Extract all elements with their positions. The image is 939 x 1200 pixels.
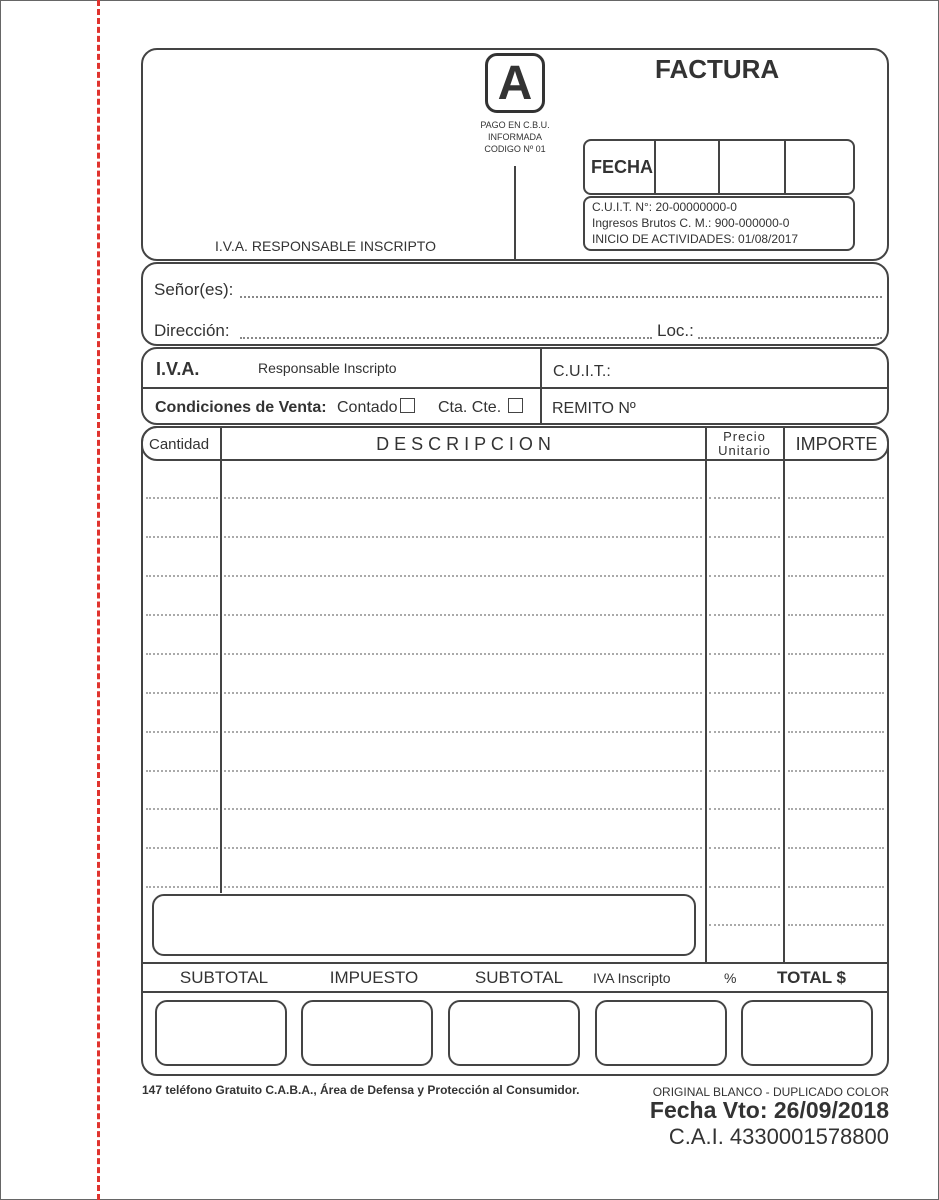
item-row-guide xyxy=(146,614,218,616)
col-header-unitario: Unitario xyxy=(718,443,771,458)
customer-cuit-label: C.U.I.T.: xyxy=(553,363,611,380)
invoice-title: FACTURA xyxy=(655,54,780,84)
item-row-guide xyxy=(224,808,702,810)
perforation-line xyxy=(97,0,100,1200)
client-name-label: Señor(es): xyxy=(154,280,234,299)
conditions-divider-v xyxy=(540,348,542,424)
item-row-guide xyxy=(146,731,218,733)
invoice-type-box xyxy=(485,53,545,113)
item-row-guide xyxy=(224,692,702,694)
client-loc-dots xyxy=(698,337,882,339)
item-row-guide xyxy=(224,575,702,577)
item-row-guide xyxy=(224,847,702,849)
col-div-precio xyxy=(783,427,785,962)
item-row-guide xyxy=(788,614,884,616)
col-header-cantidad: Cantidad xyxy=(149,436,210,453)
consumer-note: 147 teléfono Gratuito C.A.B.A., Área de Defensa y Protección al Consumidor. xyxy=(142,1083,580,1097)
item-row-guide xyxy=(146,770,218,772)
client-loc-label: Loc.: xyxy=(657,321,694,340)
item-row-guide xyxy=(146,886,218,888)
item-row-guide xyxy=(709,886,780,888)
client-address-dots xyxy=(240,337,652,339)
col-header-importe: IMPORTE xyxy=(795,434,878,454)
iva-value: Responsable Inscripto xyxy=(258,360,397,376)
total-label-percent: % xyxy=(724,970,737,986)
total-label-iva: IVA Inscripto xyxy=(593,970,671,986)
item-row-guide xyxy=(709,924,780,926)
total-label-impuesto: IMPUESTO xyxy=(329,968,419,987)
issuer-cuit: C.U.I.T. N°: 20-00000000-0 xyxy=(592,200,737,214)
item-row-guide xyxy=(788,575,884,577)
item-row-guide xyxy=(709,575,780,577)
item-row-guide xyxy=(709,653,780,655)
cta-cte-label: Cta. Cte. xyxy=(438,399,502,416)
item-row-guide xyxy=(146,808,218,810)
item-row-guide xyxy=(788,653,884,655)
total-label-subtotal-2: SUBTOTAL xyxy=(474,968,564,987)
client-name-dots xyxy=(240,296,882,298)
item-row-guide xyxy=(709,692,780,694)
cai-number: C.A.I. 4330001578800 xyxy=(668,1124,889,1149)
item-row-guide xyxy=(146,847,218,849)
issuer-ingresos-brutos: Ingresos Brutos C. M.: 900-000000-0 xyxy=(592,216,790,230)
col-header-precio: Precio xyxy=(723,429,766,444)
item-row-guide xyxy=(146,692,218,694)
item-row-guide xyxy=(788,847,884,849)
totals-top-line xyxy=(143,962,887,964)
col-div-descripcion xyxy=(705,427,707,962)
letter-note-2: INFORMADA xyxy=(488,132,542,142)
item-row-guide xyxy=(224,886,702,888)
date-label: FECHA xyxy=(591,157,653,177)
item-row-guide xyxy=(709,770,780,772)
date-divider-3 xyxy=(784,140,786,194)
total-label-total: TOTAL $ xyxy=(777,968,846,987)
contado-option[interactable] xyxy=(337,398,415,417)
item-row-guide xyxy=(788,808,884,810)
item-row-guide xyxy=(224,653,702,655)
invoice-type-letter: A xyxy=(497,57,533,110)
issuer-inicio-actividades: INICIO DE ACTIVIDADES: 01/08/2017 xyxy=(592,232,799,246)
letter-note-3: CODIGO Nº 01 xyxy=(484,144,546,154)
cta-cte-option[interactable] xyxy=(438,398,523,417)
contado-checkbox[interactable] xyxy=(400,398,415,413)
col-header-descripcion: D E S C R I P C I O N xyxy=(376,434,551,454)
subtotal-1-box[interactable] xyxy=(155,1000,287,1066)
item-row-guide xyxy=(709,847,780,849)
cta-cte-checkbox[interactable] xyxy=(508,398,523,413)
item-row-guide xyxy=(709,497,780,499)
item-row-guide xyxy=(788,536,884,538)
item-row-guide xyxy=(788,497,884,499)
item-row-guide xyxy=(146,653,218,655)
copies-note: ORIGINAL BLANCO - DUPLICADO COLOR xyxy=(652,1085,889,1099)
item-row-guide xyxy=(224,731,702,733)
contado-label: Contado xyxy=(337,399,398,416)
client-box xyxy=(141,262,889,346)
item-row-guide xyxy=(224,770,702,772)
iva-label: I.V.A. xyxy=(156,359,200,379)
header-divider xyxy=(514,166,516,260)
item-row-guide xyxy=(146,497,218,499)
item-row-guide xyxy=(709,614,780,616)
item-row-guide xyxy=(709,808,780,810)
iva-box[interactable] xyxy=(595,1000,727,1066)
item-row-guide xyxy=(224,536,702,538)
totals-mid-line xyxy=(143,991,887,993)
issuer-iva-status: I.V.A. RESPONSABLE INSCRIPTO xyxy=(215,238,436,254)
remito-label: REMITO Nº xyxy=(552,400,636,417)
item-row-guide xyxy=(788,886,884,888)
total-box[interactable] xyxy=(741,1000,873,1066)
item-row-guide xyxy=(709,536,780,538)
item-row-guide xyxy=(788,924,884,926)
item-row-guide xyxy=(709,731,780,733)
item-row-guide xyxy=(788,731,884,733)
item-row-guide xyxy=(146,536,218,538)
date-divider-1 xyxy=(654,140,656,194)
letter-note-1: PAGO EN C.B.U. xyxy=(480,120,550,130)
item-row-guide xyxy=(788,692,884,694)
conditions-divider-h xyxy=(143,387,887,389)
sale-conditions-label: Condiciones de Venta: xyxy=(155,399,327,416)
expiration-date: Fecha Vto: 26/09/2018 xyxy=(649,1097,889,1123)
col-div-cantidad xyxy=(220,427,222,893)
item-row-guide xyxy=(788,770,884,772)
notes-box[interactable] xyxy=(152,894,696,956)
date-divider-2 xyxy=(718,140,720,194)
total-label-subtotal-1: SUBTOTAL xyxy=(179,968,269,987)
impuesto-box[interactable] xyxy=(301,1000,433,1066)
client-address-label: Dirección: xyxy=(154,321,230,340)
item-row-guide xyxy=(224,614,702,616)
item-row-guide xyxy=(224,497,702,499)
subtotal-2-box[interactable] xyxy=(448,1000,580,1066)
item-row-guide xyxy=(146,575,218,577)
